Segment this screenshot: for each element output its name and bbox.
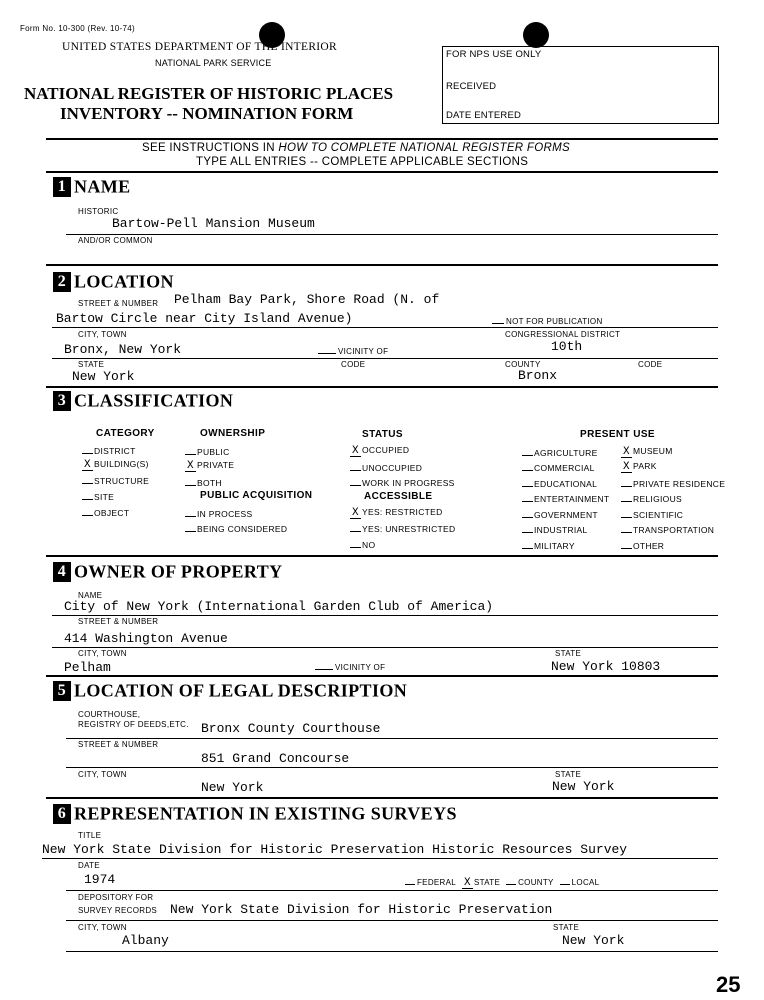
category-site-check[interactable]	[82, 490, 93, 500]
use-scientific-check[interactable]	[621, 508, 632, 518]
courthouse-label-line2: REGISTRY OF DEEDS,ETC.	[78, 720, 189, 729]
vicinity-label: VICINITY OF	[338, 347, 389, 356]
use-religious-check[interactable]	[621, 492, 632, 502]
acquisition-being-considered[interactable]	[185, 522, 287, 534]
section1-title: NAME	[74, 176, 131, 197]
use-transportation-label: TRANSPORTATION	[633, 525, 715, 535]
access-yes-restricted[interactable]	[350, 507, 443, 519]
access-yes-unrestricted[interactable]	[350, 522, 455, 534]
use-commercial-check[interactable]	[522, 461, 533, 471]
acquisition-being-considered-label: BEING CONSIDERED	[197, 524, 288, 534]
use-park-check[interactable]: X	[621, 463, 632, 473]
location-state-value: New York	[72, 369, 135, 384]
use-educational-check[interactable]	[522, 477, 533, 487]
received-label: RECEIVED	[446, 81, 497, 92]
date-entered-label: DATE ENTERED	[446, 110, 522, 121]
form-title-line2: INVENTORY -- NOMINATION FORM	[60, 104, 354, 123]
use-religious[interactable]	[621, 492, 682, 504]
use-government[interactable]	[522, 508, 598, 520]
present-use-header: PRESENT USE	[580, 429, 655, 440]
category-district[interactable]	[82, 444, 136, 456]
form-title-line1: NATIONAL REGISTER OF HISTORIC PLACES	[24, 84, 394, 103]
state-check[interactable]: X	[462, 879, 473, 889]
ownership-private-label: PRIVATE	[197, 460, 235, 470]
legal-city-value: New York	[201, 780, 264, 795]
access-no-check[interactable]	[350, 538, 361, 548]
nps-use-box	[442, 46, 719, 124]
use-religious-label: RELIGIOUS	[633, 494, 682, 504]
category-buildings-label: BUILDING(S)	[94, 459, 149, 469]
federal-check[interactable]	[405, 878, 415, 885]
county-check[interactable]	[506, 878, 516, 885]
service-name: NATIONAL PARK SERVICE	[155, 58, 272, 68]
public-acquisition-header: PUBLIC ACQUISITION	[200, 490, 313, 501]
location-street-line1: Pelham Bay Park, Shore Road (N. of	[174, 292, 440, 307]
use-private-residence-label: PRIVATE RESIDENCE	[633, 479, 726, 489]
legal-state-label: STATE	[555, 770, 582, 779]
use-commercial[interactable]	[522, 461, 595, 473]
section5-top-rule	[46, 675, 718, 677]
owner-name-value: City of New York (International Garden Club of America)	[64, 599, 494, 614]
survey-state-label: STATE	[553, 923, 580, 932]
category-structure-check[interactable]	[82, 474, 93, 484]
depository-value: New York State Division for Historic Preservation	[170, 902, 553, 917]
category-buildings[interactable]	[82, 459, 149, 471]
use-other[interactable]	[621, 539, 664, 551]
use-scientific[interactable]	[621, 508, 683, 520]
use-entertainment-label: ENTERTAINMENT	[534, 494, 610, 504]
category-structure[interactable]	[82, 474, 149, 486]
section2-title: LOCATION	[74, 271, 174, 292]
federal-label: FEDERAL	[417, 878, 456, 887]
location-code-label: CODE	[341, 360, 366, 369]
section6-number: 6	[53, 804, 71, 824]
ownership-both[interactable]	[185, 476, 222, 488]
ownership-private-check[interactable]: X	[185, 462, 196, 472]
survey-date-value: 1974	[84, 872, 116, 887]
ownership-both-label: BOTH	[197, 478, 222, 488]
owner-state-label: STATE	[555, 649, 582, 658]
local-check[interactable]	[560, 878, 570, 885]
historic-rule	[66, 234, 718, 235]
instructions-line2: TYPE ALL ENTRIES -- COMPLETE APPLICABLE SECTIONS	[196, 156, 529, 168]
survey-title-value: New York State Division for Historic Preservation Historic Resources Survey	[42, 842, 628, 857]
instructions-line1-italic: HOW TO COMPLETE NATIONAL REGISTER FORMS	[278, 142, 570, 154]
owner-street-label: STREET & NUMBER	[78, 617, 159, 626]
section4-top-rule	[46, 555, 718, 557]
courthouse-value: Bronx County Courthouse	[201, 721, 381, 736]
status-occupied-label: OCCUPIED	[362, 445, 410, 455]
vicinity-blank	[318, 347, 336, 354]
owner-vicinity	[315, 663, 385, 672]
use-military-label: MILITARY	[534, 541, 575, 551]
access-yes-unrestricted-check[interactable]	[350, 522, 361, 532]
use-industrial-check[interactable]	[522, 523, 533, 533]
owner-state-value: New York 10803	[551, 659, 661, 674]
category-district-check[interactable]	[82, 444, 93, 454]
acquisition-in-process-check[interactable]	[185, 507, 196, 517]
use-scientific-label: SCIENTIFIC	[633, 510, 684, 520]
congressional-district-label: CONGRESSIONAL DISTRICT	[505, 330, 621, 339]
access-yes-restricted-label: YES: RESTRICTED	[362, 507, 443, 517]
category-object-check[interactable]	[82, 506, 93, 516]
status-unoccupied[interactable]	[350, 461, 422, 473]
section3-number: 3	[53, 391, 71, 411]
courthouse-rule	[66, 738, 718, 739]
acquisition-in-process-label: IN PROCESS	[197, 509, 253, 519]
location-street-label: STREET & NUMBER	[78, 299, 159, 308]
owner-name-rule	[52, 615, 718, 616]
owner-city-label: CITY, TOWN	[78, 649, 127, 658]
survey-date-rule	[66, 890, 718, 891]
status-occupied[interactable]	[350, 445, 409, 457]
section5-heading	[53, 679, 407, 701]
county-label: COUNTY	[518, 878, 554, 887]
section2-number: 2	[53, 272, 71, 292]
use-park[interactable]	[621, 461, 657, 473]
access-yes-unrestricted-label: YES: UNRESTRICTED	[362, 524, 456, 534]
location-street-line2: Bartow Circle near City Island Avenue)	[56, 311, 353, 326]
category-object-label: OBJECT	[94, 508, 130, 518]
access-yes-restricted-check[interactable]: X	[350, 509, 361, 519]
survey-level-options	[405, 877, 599, 889]
access-no-label: NO	[362, 540, 376, 550]
owner-street-rule	[52, 647, 718, 648]
survey-state-value: New York	[562, 933, 625, 948]
use-educational[interactable]	[522, 477, 597, 489]
ownership-public[interactable]	[185, 445, 230, 457]
form-number: Form No. 10-300 (Rev. 10-74)	[20, 24, 135, 33]
use-private-residence[interactable]	[621, 477, 725, 489]
use-transportation-check[interactable]	[621, 523, 632, 533]
state-option-label: STATE	[474, 878, 501, 887]
use-military[interactable]	[522, 539, 575, 551]
legal-street-rule	[66, 767, 718, 768]
survey-title-rule	[42, 858, 718, 859]
use-other-check[interactable]	[621, 539, 632, 549]
section6-title: REPRESENTATION IN EXISTING SURVEYS	[74, 803, 457, 824]
section6-heading	[53, 802, 457, 824]
owner-name-label: NAME	[78, 591, 103, 600]
use-military-check[interactable]	[522, 539, 533, 549]
not-for-publication-rule	[492, 327, 718, 328]
status-work-in-progress-label: WORK IN PROGRESS	[362, 478, 455, 488]
section2-top-rule	[46, 264, 718, 266]
owner-vicinity-label: VICINITY OF	[335, 663, 386, 672]
location-code2-label: CODE	[638, 360, 663, 369]
section3-top-rule	[46, 386, 718, 388]
survey-city-value: Albany	[122, 933, 169, 948]
survey-date-label: DATE	[78, 861, 100, 870]
owner-city-value: Pelham	[64, 660, 111, 675]
location-vicinity	[318, 347, 388, 356]
location-state-label: STATE	[78, 360, 105, 369]
section1-top-rule	[46, 171, 718, 173]
location-county-value: Bronx	[518, 368, 558, 383]
ownership-public-check[interactable]	[185, 445, 196, 455]
category-structure-label: STRUCTURE	[94, 476, 150, 486]
use-educational-label: EDUCATIONAL	[534, 479, 598, 489]
ownership-header: OWNERSHIP	[200, 428, 266, 439]
not-for-publication-label: NOT FOR PUBLICATION	[506, 317, 603, 326]
depository-label-line1: DEPOSITORY FOR	[78, 893, 154, 902]
historic-label: HISTORIC	[78, 207, 119, 216]
use-private-residence-check[interactable]	[621, 477, 632, 487]
common-name-label: AND/OR COMMON	[78, 236, 153, 245]
acquisition-being-considered-check[interactable]	[185, 522, 196, 532]
acquisition-in-process[interactable]	[185, 507, 252, 519]
accessible-header: ACCESSIBLE	[364, 491, 433, 502]
section4-number: 4	[53, 562, 71, 582]
status-unoccupied-check[interactable]	[350, 461, 361, 471]
section1-number: 1	[53, 177, 71, 197]
owner-street-value: 414 Washington Avenue	[64, 631, 228, 646]
congressional-district-value: 10th	[551, 339, 583, 354]
department-name: UNITED STATES DEPARTMENT OF THE INTERIOR	[62, 41, 338, 53]
category-site[interactable]	[82, 490, 114, 502]
location-city-value: Bronx, New York	[64, 342, 182, 357]
historic-name-value: Bartow-Pell Mansion Museum	[112, 216, 315, 231]
owner-vicinity-blank	[315, 663, 333, 670]
nps-use-label: FOR NPS USE ONLY	[446, 49, 542, 60]
section4-heading	[53, 560, 283, 582]
section2-heading	[53, 270, 174, 292]
category-district-label: DISTRICT	[94, 446, 136, 456]
use-other-label: OTHER	[633, 541, 665, 551]
use-agriculture-check[interactable]	[522, 446, 533, 456]
instructions-line1-text: SEE INSTRUCTIONS IN	[142, 142, 279, 154]
survey-city-rule	[66, 951, 718, 952]
use-entertainment-check[interactable]	[522, 492, 533, 502]
ownership-private[interactable]	[185, 460, 234, 472]
legal-street-value: 851 Grand Concourse	[201, 751, 350, 766]
status-header: STATUS	[362, 429, 403, 440]
survey-city-label: CITY, TOWN	[78, 923, 127, 932]
status-occupied-check[interactable]: X	[350, 447, 361, 457]
use-park-label: PARK	[633, 461, 657, 471]
state-option[interactable]	[462, 877, 474, 887]
depository-label-line2: SURVEY RECORDS	[78, 906, 158, 915]
status-work-in-progress[interactable]	[350, 476, 455, 488]
use-agriculture[interactable]	[522, 446, 598, 458]
page-number: 25	[716, 972, 741, 997]
use-government-check[interactable]	[522, 508, 533, 518]
use-industrial[interactable]	[522, 523, 588, 535]
legal-city-label: CITY, TOWN	[78, 770, 127, 779]
use-entertainment[interactable]	[522, 492, 609, 504]
location-street-rule	[52, 327, 492, 328]
use-agriculture-label: AGRICULTURE	[534, 448, 598, 458]
use-museum-label: MUSEUM	[633, 446, 673, 456]
category-buildings-check[interactable]: X	[82, 461, 93, 471]
local-label: LOCAL	[571, 878, 600, 887]
use-government-label: GOVERNMENT	[534, 510, 598, 520]
section4-title: OWNER OF PROPERTY	[74, 561, 283, 582]
use-museum-check[interactable]: X	[621, 448, 632, 458]
status-unoccupied-label: UNOCCUPIED	[362, 463, 423, 473]
instructions-top-rule	[46, 138, 718, 140]
survey-title-label: TITLE	[78, 831, 102, 840]
courthouse-label-line1: COURTHOUSE,	[78, 710, 141, 719]
access-no[interactable]	[350, 538, 375, 550]
section1-heading	[53, 175, 131, 197]
category-header: CATEGORY	[96, 428, 155, 439]
ownership-public-label: PUBLIC	[197, 447, 230, 457]
use-industrial-label: INDUSTRIAL	[534, 525, 588, 535]
instructions-line1	[142, 142, 570, 154]
section3-heading	[53, 389, 233, 411]
not-for-publication	[492, 317, 603, 326]
punch-hole-right	[523, 22, 549, 48]
legal-street-label: STREET & NUMBER	[78, 740, 159, 749]
section5-number: 5	[53, 681, 71, 701]
status-work-in-progress-check[interactable]	[350, 476, 361, 486]
use-transportation[interactable]	[621, 523, 714, 535]
ownership-both-check[interactable]	[185, 476, 196, 486]
location-city-label: CITY, TOWN	[78, 330, 127, 339]
use-museum[interactable]	[621, 446, 673, 458]
location-county-label: COUNTY	[505, 360, 541, 369]
category-object[interactable]	[82, 506, 129, 518]
section3-title: CLASSIFICATION	[74, 390, 234, 411]
legal-state-value: New York	[552, 779, 615, 794]
section5-title: LOCATION OF LEGAL DESCRIPTION	[74, 680, 408, 701]
section6-top-rule	[46, 797, 718, 799]
location-city-rule	[52, 358, 718, 359]
category-site-label: SITE	[94, 492, 115, 502]
not-for-publication-blank	[492, 317, 504, 324]
use-commercial-label: COMMERCIAL	[534, 463, 595, 473]
depository-rule	[66, 920, 718, 921]
